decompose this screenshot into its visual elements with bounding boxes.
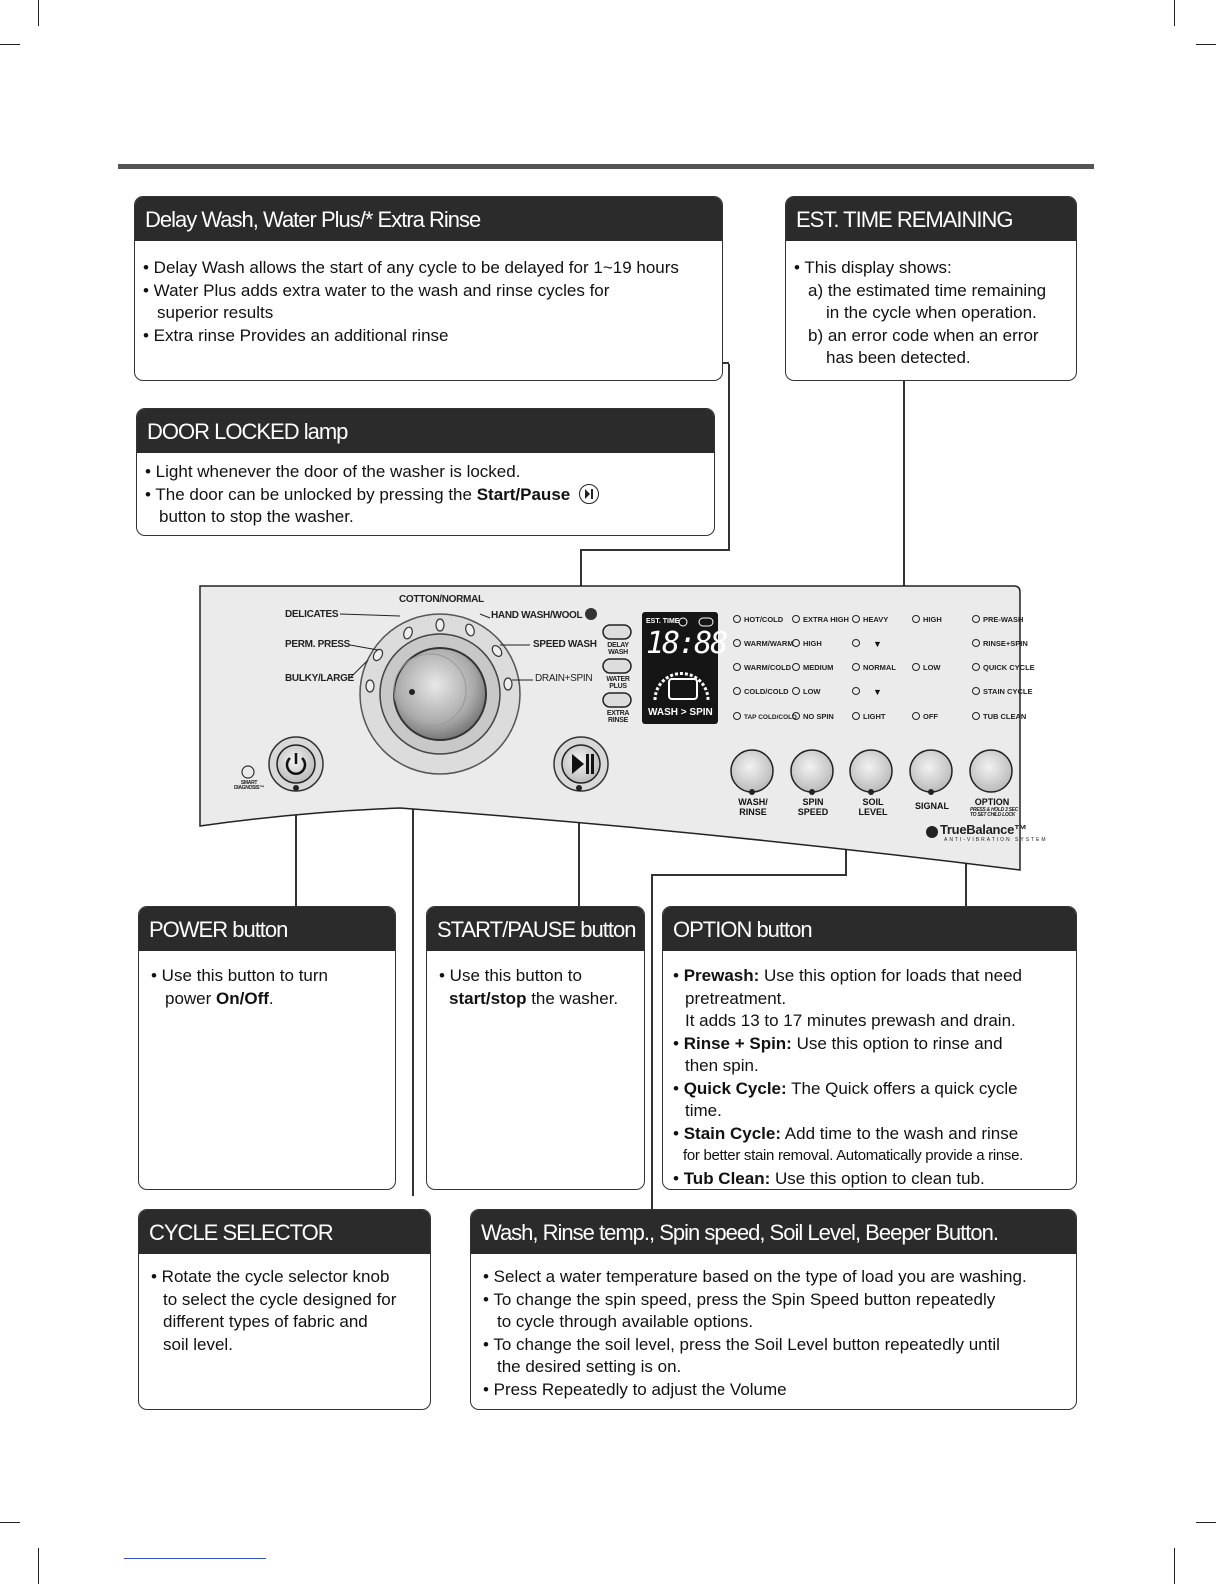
wool-icon [585,608,597,620]
wash-rinse-line: • Press Repeatedly to adjust the Volume [483,1379,787,1399]
signal-option: LOW [912,663,941,672]
cycle-selector-line: different types of fabric and [163,1312,368,1331]
child-lock-note: PRESS & HOLD 3 SEC TO SET CHILD LOCK [970,807,1018,818]
door-locked-line: button to stop the washer. [159,507,354,526]
truebalance-logo-icon [926,826,938,838]
crop-mark [38,1548,39,1584]
start-pause-line: start/stop the washer. [449,988,619,1008]
est-time-line: • This display shows: [794,258,952,277]
spin-option: NO SPIN [792,712,834,721]
cycle-selector-title: CYCLE SELECTOR [139,1210,430,1254]
start-pause-line: • Use this button to [439,966,582,985]
soil-option [852,639,863,648]
option-line: It adds 13 to 17 minutes prewash and drain. [685,1011,1016,1030]
wash-rinse-line: • To change the soil level, press the Soil Level button repeatedly until [483,1334,1000,1354]
footer-rule [124,1558,266,1559]
est-time-title: EST. TIME REMAINING [786,197,1076,241]
soil-option [852,687,863,696]
wash-rinse-line: to cycle through available options. [497,1312,754,1331]
crop-mark [0,1522,20,1523]
cycle-selector-box [138,1209,431,1410]
soil-option: LIGHT [852,712,886,721]
soil-level-label: SOIL LEVEL [858,797,888,817]
extra-rinse-button-label: EXTRA RINSE [606,710,630,724]
est-time-line: in the cycle when operation. [826,303,1037,322]
delay-wash-line: • Water Plus adds extra water to the wash and rinse cycles for [143,280,610,300]
power-button[interactable] [269,737,323,791]
delay-wash-line: • Delay Wash allows the start of any cycle to be delayed for 1~19 hours [143,258,679,277]
signal-option: OFF [912,712,938,721]
delay-wash-button-label: DELAY WASH [607,642,629,656]
delay-wash-title: Delay Wash, Water Plus/* Extra Rinse [135,197,722,241]
wash-rinse-line: • To change the spin speed, press the Spin Speed button repeatedly [483,1289,996,1309]
power-line: • Use this button to turn [151,966,328,985]
wash-rinse-box [470,1209,1077,1410]
cycle-label-delicates: DELICATES [285,609,339,620]
cycle-selector-line: to select the cycle designed for [163,1289,397,1309]
temp-option: WARM/COLD [733,663,791,672]
option-option: RINSE+SPIN [972,639,1028,648]
brand-subtitle: ANTI-VIBRATION SYSTEM [944,837,1048,843]
option-option: STAIN CYCLE [972,687,1032,696]
option-button-title: OPTION button [663,907,1076,951]
option-button[interactable] [970,750,1012,792]
option-button-box [662,906,1077,1190]
temp-option: TAP COLD/COLD [733,712,797,721]
est-time-line: a) the estimated time remaining [808,280,1047,300]
option-line: for better stain removal. Automatically provide a rinse. [683,1147,1024,1164]
power-line: power On/Off. [165,988,274,1008]
smart-diagnosis-label: SMART DIAGNOSIS™ [233,780,265,791]
brand-name: TrueBalance™ [940,822,1027,837]
cycle-label-speedwash: SPEED WASH [533,639,597,650]
delay-wash-line: • Extra rinse Provides an additional rinse [143,325,449,345]
extra-rinse-button[interactable] [603,693,631,707]
soil-option: NORMAL [852,663,896,672]
temp-option: WARM/WARM [733,639,794,648]
option-line: • Tub Clean: Use this option to clean tub. [673,1168,985,1188]
option-line: then spin. [685,1056,759,1075]
door-locked-title: DOOR LOCKED lamp [137,409,714,453]
display-wash-spin: WASH > SPIN [648,707,713,718]
spin-speed-label: SPIN SPEED [797,797,829,817]
option-option: PRE-WASH [972,615,1023,624]
door-locked-line: • The door can be unlocked by pressing the Start/Pause [145,484,708,507]
start-pause-title: START/PAUSE button [427,907,644,951]
cycle-label-drainspin: DRAIN+SPIN [535,673,593,684]
option-label: OPTION [974,797,1010,807]
cycle-selector-knob[interactable] [394,648,486,740]
display-est-time: EST. TIME [646,618,680,625]
cycle-label-bulky: BULKY/LARGE [285,673,354,684]
start-pause-button[interactable] [554,737,608,791]
option-option: QUICK CYCLE [972,663,1035,672]
wash-rinse-label: WASH/ RINSE [738,797,768,817]
est-time-line: b) an error code when an error [808,325,1039,345]
cycle-selector-line: • Rotate the cycle selector knob [151,1267,390,1286]
option-line: • Rinse + Spin: Use this option to rinse and [673,1033,1003,1053]
soil-level-button[interactable] [850,750,892,792]
spin-option: HIGH [792,639,822,648]
option-line: time. [685,1101,722,1120]
wash-rinse-button[interactable] [731,750,773,792]
connector-line [651,874,653,1210]
spin-option: EXTRA HIGH [792,615,849,624]
wash-icon [668,678,698,700]
wash-rinse-line: • Select a water temperature based on the type of load you are washing. [483,1267,1027,1286]
temp-option: HOT/COLD [733,615,783,624]
cycle-selector-line: soil level. [163,1334,233,1354]
cycle-label-handwash: HAND WASH/WOOL [491,610,583,621]
option-line: pretreatment. [685,988,787,1008]
door-locked-line: • Light whenever the door of the washer is locked. [145,462,521,481]
soil-option: HEAVY [852,615,888,624]
spin-speed-button[interactable] [791,750,833,792]
water-plus-button-label: WATER PLUS [606,676,630,690]
delay-wash-button[interactable] [603,625,631,639]
spin-option: LOW [792,687,821,696]
crop-mark [1174,1548,1175,1584]
est-time-line: has been detected. [826,348,971,367]
option-line: • Stain Cycle: Add time to the wash and rinse [673,1123,1019,1143]
crop-mark [1196,1522,1216,1523]
option-line: • Prewash: Use this option for loads that need [673,966,1023,985]
power-button-title: POWER button [139,907,395,951]
water-plus-button[interactable] [603,659,631,673]
option-option: TUB CLEAN [972,712,1026,721]
start-pause-box [426,906,645,1190]
soil-arrow-icon: ▼ [873,687,882,697]
option-line: • Quick Cycle: The Quick offers a quick cycle [673,1078,1018,1098]
delay-wash-line: superior results [157,303,274,322]
cycle-label-cotton: COTTON/NORMAL [399,594,484,605]
signal-label: SIGNAL [914,801,949,811]
temp-option: COLD/COLD [733,687,789,696]
wash-rinse-title: Wash, Rinse temp., Spin speed, Soil Level, Beeper Button. [471,1210,1076,1254]
cycle-label-perm-press: PERM. PRESS [285,639,351,650]
power-button-box [138,906,396,1190]
signal-option: HIGH [912,615,942,624]
display-digits: 18:88 [646,626,727,661]
signal-button[interactable] [910,750,952,792]
spin-option: MEDIUM [792,663,833,672]
wash-rinse-line: the desired setting is on. [497,1357,682,1376]
soil-arrow-icon: ▼ [873,639,882,649]
